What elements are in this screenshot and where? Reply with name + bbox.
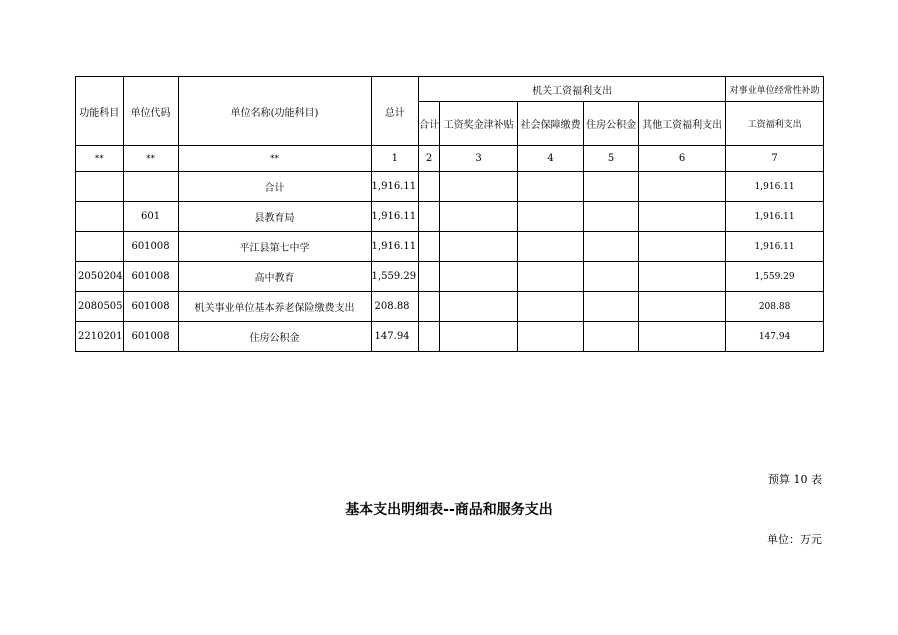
table-row bbox=[76, 232, 824, 262]
table-row bbox=[76, 262, 824, 292]
unit-name-cell: 合计 bbox=[178, 172, 371, 202]
header-sub-other: 其他工资福利支出 bbox=[639, 102, 726, 146]
index-cell: 5 bbox=[584, 146, 639, 172]
index-cell: 6 bbox=[639, 146, 726, 172]
empty-cell bbox=[518, 172, 584, 202]
empty-cell bbox=[419, 262, 440, 292]
index-cell: ** bbox=[76, 146, 124, 172]
empty-cell bbox=[440, 202, 518, 232]
unit-name-cell: 平江县第七中学 bbox=[178, 232, 371, 262]
header-sub-social: 社会保障缴费 bbox=[518, 102, 584, 146]
empty-cell bbox=[639, 202, 726, 232]
empty-cell bbox=[440, 262, 518, 292]
table-row bbox=[76, 172, 824, 202]
empty-cell bbox=[584, 232, 639, 262]
empty-cell bbox=[639, 262, 726, 292]
empty-cell bbox=[518, 292, 584, 322]
budget-table-number: 预算 10 表 bbox=[768, 473, 822, 486]
header-sub-housing: 住房公积金 bbox=[584, 102, 639, 146]
empty-cell bbox=[639, 292, 726, 322]
header-func-code: 功能科目 bbox=[76, 77, 124, 146]
total-cell: 1,916.11 bbox=[371, 202, 419, 232]
empty-cell bbox=[440, 292, 518, 322]
header-sub-total: 合计 bbox=[419, 102, 440, 146]
table-row bbox=[76, 292, 824, 322]
unit-name-cell: 住房公积金 bbox=[178, 322, 371, 352]
header-group-subsidy: 对事业单位经常性补助 bbox=[726, 77, 824, 102]
empty-cell bbox=[584, 322, 639, 352]
welfare-cell: 208.88 bbox=[726, 292, 824, 322]
header-total: 总计 bbox=[371, 77, 419, 146]
index-cell: 4 bbox=[518, 146, 584, 172]
header-sub-wage: 工资奖金津补贴 bbox=[440, 102, 518, 146]
empty-cell bbox=[584, 172, 639, 202]
empty-cell bbox=[639, 172, 726, 202]
unit-label: 单位：万元 bbox=[767, 533, 822, 546]
empty-cell bbox=[518, 202, 584, 232]
empty-cell bbox=[440, 322, 518, 352]
header-unit-code: 单位代码 bbox=[123, 77, 178, 146]
index-cell: ** bbox=[123, 146, 178, 172]
index-cell: 1 bbox=[371, 146, 419, 172]
welfare-cell: 147.94 bbox=[726, 322, 824, 352]
total-cell: 1,916.11 bbox=[371, 232, 419, 262]
func-code-cell bbox=[76, 232, 124, 262]
unit-name-cell: 高中教育 bbox=[178, 262, 371, 292]
empty-cell bbox=[584, 202, 639, 232]
empty-cell bbox=[584, 292, 639, 322]
index-row bbox=[76, 146, 824, 172]
unit-name-cell: 县教育局 bbox=[178, 202, 371, 232]
unit-code-cell: 601008 bbox=[123, 262, 178, 292]
empty-cell bbox=[419, 292, 440, 322]
welfare-cell: 1,916.11 bbox=[726, 172, 824, 202]
empty-cell bbox=[639, 322, 726, 352]
welfare-cell: 1,559.29 bbox=[726, 262, 824, 292]
total-cell: 208.88 bbox=[371, 292, 419, 322]
unit-code-cell: 601008 bbox=[123, 292, 178, 322]
header-sub-welfare: 工资福利支出 bbox=[726, 102, 824, 146]
empty-cell bbox=[440, 232, 518, 262]
unit-name-cell: 机关事业单位基本养老保险缴费支出 bbox=[178, 292, 371, 322]
index-cell: 2 bbox=[419, 146, 440, 172]
func-code-cell: 2050204 bbox=[76, 262, 124, 292]
unit-code-cell: 601008 bbox=[123, 322, 178, 352]
empty-cell bbox=[419, 322, 440, 352]
unit-code-cell bbox=[123, 172, 178, 202]
empty-cell bbox=[584, 262, 639, 292]
header-unit-name: 单位名称(功能科目) bbox=[178, 77, 371, 146]
empty-cell bbox=[419, 202, 440, 232]
empty-cell bbox=[419, 232, 440, 262]
empty-cell bbox=[518, 232, 584, 262]
total-cell: 1,559.29 bbox=[371, 262, 419, 292]
unit-code-cell: 601 bbox=[123, 202, 178, 232]
welfare-cell: 1,916.11 bbox=[726, 202, 824, 232]
table-row bbox=[76, 202, 824, 232]
page-title: 基本支出明细表--商品和服务支出 bbox=[345, 502, 553, 518]
index-cell: ** bbox=[178, 146, 371, 172]
empty-cell bbox=[419, 172, 440, 202]
empty-cell bbox=[518, 322, 584, 352]
total-cell: 147.94 bbox=[371, 322, 419, 352]
table-row bbox=[76, 322, 824, 352]
expenditure-table bbox=[75, 76, 824, 352]
welfare-cell: 1,916.11 bbox=[726, 232, 824, 262]
unit-code-cell: 601008 bbox=[123, 232, 178, 262]
index-cell: 7 bbox=[726, 146, 824, 172]
index-cell: 3 bbox=[440, 146, 518, 172]
total-cell: 1,916.11 bbox=[371, 172, 419, 202]
func-code-cell bbox=[76, 172, 124, 202]
func-code-cell: 2080505 bbox=[76, 292, 124, 322]
empty-cell bbox=[639, 232, 726, 262]
func-code-cell bbox=[76, 202, 124, 232]
func-code-cell: 2210201 bbox=[76, 322, 124, 352]
empty-cell bbox=[440, 172, 518, 202]
empty-cell bbox=[518, 262, 584, 292]
header-group-org-wages: 机关工资福利支出 bbox=[419, 77, 726, 102]
